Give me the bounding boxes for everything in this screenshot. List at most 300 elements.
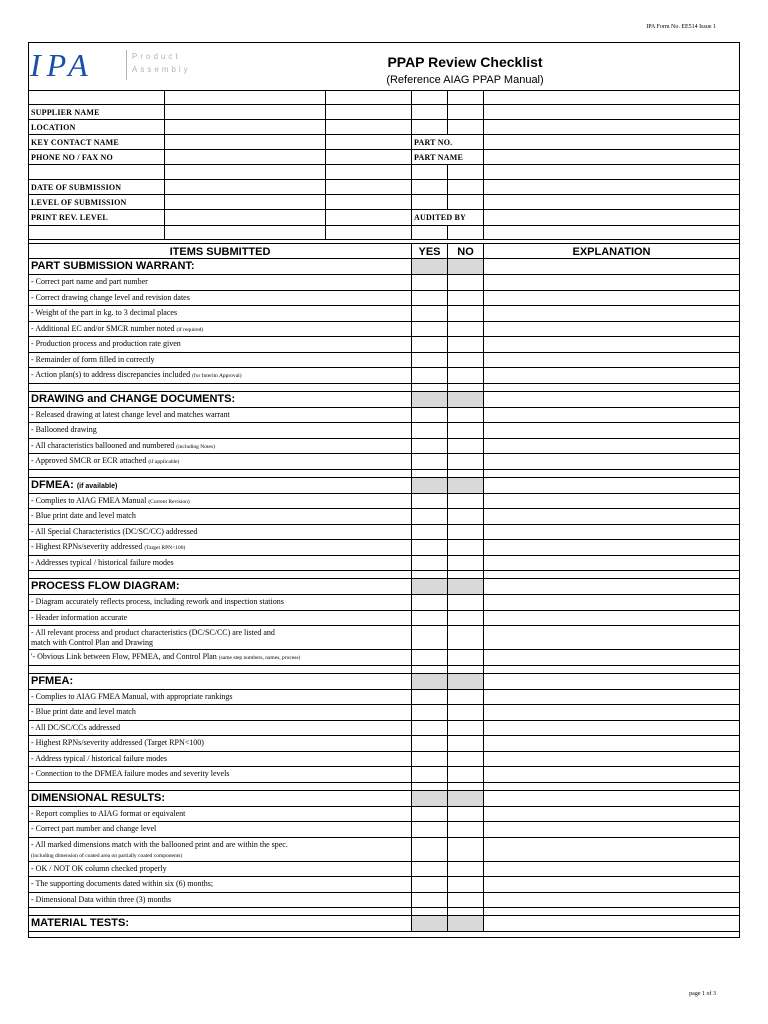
no-checkbox[interactable] [448, 611, 484, 627]
explanation-field[interactable] [484, 767, 740, 783]
item-note: (for Interim Approval) [192, 373, 242, 379]
spacer-cell [448, 571, 484, 579]
part-name-label: PART NAME [412, 150, 484, 165]
spacer-cell [448, 470, 484, 478]
explanation-field[interactable] [484, 807, 740, 823]
checklist-item-text [28, 611, 412, 627]
yes-header-shade [412, 674, 448, 690]
no-checkbox[interactable] [448, 705, 484, 721]
spacer-row [28, 384, 740, 392]
yes-checkbox[interactable] [412, 721, 448, 737]
spacer-row [28, 571, 740, 579]
spacer-cell [448, 908, 484, 916]
no-checkbox[interactable] [448, 807, 484, 823]
no-checkbox[interactable] [448, 509, 484, 525]
checklist-item-text [28, 650, 412, 666]
explanation-field[interactable] [484, 736, 740, 752]
explanation-field[interactable] [484, 439, 740, 455]
checklist-item-text [28, 275, 412, 291]
audited-by-label: AUDITED BY [412, 210, 484, 226]
checklist-item-text [28, 509, 412, 525]
section-title-drawing [28, 392, 412, 408]
checklist-item-text [28, 439, 412, 455]
form-number: IPA Form No. EE514 Issue 1 [646, 24, 716, 30]
checklist-item-text [28, 721, 412, 737]
no-checkbox[interactable] [448, 721, 484, 737]
yes-checkbox[interactable] [412, 838, 448, 862]
spacer-cell [412, 908, 448, 916]
yes-checkbox[interactable] [412, 822, 448, 838]
yes-checkbox[interactable] [412, 291, 448, 307]
yes-checkbox[interactable] [412, 611, 448, 627]
section-row-psw [28, 259, 740, 275]
item-label: - Released drawing at latest change level and matches warrant [31, 409, 230, 419]
explanation-field[interactable] [484, 291, 740, 307]
supplier-name-label: SUPPLIER NAME [28, 105, 165, 120]
explanation-field[interactable] [484, 690, 740, 706]
spacer-cell [412, 470, 448, 478]
yes-header-shade [412, 392, 448, 408]
checklist-row [28, 650, 740, 666]
item-label: - Approved SMCR or ECR attached [31, 456, 147, 465]
checklist-row [28, 893, 740, 909]
item-label: - Correct drawing change level and revision dates [31, 292, 190, 302]
explanation-field[interactable] [484, 368, 740, 384]
item-label: - Complies to AIAG FMEA Manual [31, 495, 147, 505]
checklist-item-text [28, 736, 412, 752]
item-label: - Remainder of form filled in correctly [31, 354, 155, 364]
explanation-field[interactable] [484, 822, 740, 838]
column-header-yes: YES [412, 244, 448, 259]
spacer-cell [412, 384, 448, 392]
part-no-field[interactable] [484, 135, 740, 150]
no-header-shade [448, 674, 484, 690]
checklist-row [28, 611, 740, 627]
no-header-shade [448, 916, 484, 932]
yes-checkbox[interactable] [412, 807, 448, 823]
explanation-field[interactable] [484, 721, 740, 737]
page-subtitle: (Reference AIAG PPAP Manual) [386, 74, 544, 86]
page-title: PPAP Review Checklist [387, 54, 543, 70]
item-note: (Target RPN<100) [144, 545, 186, 551]
spacer-row [28, 666, 740, 674]
phone-fax-field[interactable] [165, 150, 326, 165]
spacer-cell [28, 470, 412, 478]
spacer-cell [412, 571, 448, 579]
column-header-items: ITEMS SUBMITTED [28, 244, 412, 259]
section-title-dfmea [28, 478, 412, 494]
logo-subtitle: Product Assembly [132, 52, 191, 74]
no-checkbox[interactable] [448, 752, 484, 768]
explanation-field[interactable] [484, 494, 740, 510]
location-field[interactable] [165, 120, 326, 135]
section-title-text: DFMEA: [31, 478, 74, 491]
explanation-cell [484, 791, 740, 807]
checklist-row [28, 353, 740, 369]
item-label: - All marked dimensions match with the ballooned print and are within the spec. [31, 839, 288, 849]
key-contact-field[interactable] [165, 135, 326, 150]
column-header-no: NO [448, 244, 484, 259]
item-label: - Address typical / historical failure modes [31, 753, 167, 763]
no-checkbox[interactable] [448, 353, 484, 369]
logo-divider [126, 50, 127, 80]
no-checkbox[interactable] [448, 838, 484, 862]
checklist-item-text [28, 877, 412, 893]
item-label: - All Special Characteristics (DC/SC/CC) addressed [31, 526, 198, 536]
item-label: - Highest RPNs/severity addressed [31, 542, 143, 551]
checklist-row [28, 690, 740, 706]
checklist-item-text [28, 838, 412, 862]
print-rev-field[interactable] [165, 210, 326, 226]
no-checkbox[interactable] [448, 291, 484, 307]
supplier-info-table [28, 90, 740, 240]
checklist-row [28, 509, 740, 525]
spacer-cell [484, 384, 740, 392]
explanation-field[interactable] [484, 556, 740, 572]
no-checkbox[interactable] [448, 690, 484, 706]
spacer-cell [484, 666, 740, 674]
item-label: - Additional EC and/or SMCR number noted [31, 323, 175, 333]
item-label-continued: match with Control Plan and Drawing [31, 638, 153, 647]
column-header-explanation: EXPLANATION [484, 244, 740, 259]
checklist-item-text [28, 291, 412, 307]
no-header-shade [448, 259, 484, 275]
item-label: - Blue print date and level match [31, 707, 136, 716]
section-row-dfmea [28, 478, 740, 494]
logo-letters: IPA [30, 47, 94, 83]
checklist-row [28, 337, 740, 353]
explanation-field[interactable] [484, 423, 740, 439]
spacer-cell [484, 571, 740, 579]
phone-fax-label: PHONE NO / FAX NO [28, 150, 165, 165]
checklist-row [28, 752, 740, 768]
section-title-note: (if available) [76, 482, 118, 490]
checklist-item-text [28, 306, 412, 322]
explanation-cell [484, 579, 740, 595]
no-checkbox[interactable] [448, 275, 484, 291]
checklist-item-text [28, 353, 412, 369]
yes-checkbox[interactable] [412, 877, 448, 893]
audited-by-field[interactable] [484, 210, 740, 226]
spacer-cell [412, 783, 448, 791]
section-title-flow [28, 579, 412, 595]
checklist-item-text [28, 893, 412, 909]
explanation-field[interactable] [484, 509, 740, 525]
section-row-pfmea [28, 674, 740, 690]
explanation-field[interactable] [484, 322, 740, 338]
section-title-psw [28, 259, 412, 275]
item-label: - Highest RPNs/severity addressed (Target RPN<100) [31, 738, 204, 747]
spacer-cell [412, 666, 448, 674]
item-label: - Report complies to AIAG format or equivalent [31, 808, 186, 818]
item-label: '- Obvious Link between Flow, PFMEA, and Control Plan [31, 652, 217, 661]
yes-checkbox[interactable] [412, 353, 448, 369]
checklist-row [28, 877, 740, 893]
no-checkbox[interactable] [448, 650, 484, 666]
checklist-item-text [28, 705, 412, 721]
spacer-cell [484, 470, 740, 478]
item-label: - Blue print date and level match [31, 511, 136, 520]
spacer-cell [484, 908, 740, 916]
explanation-field[interactable] [484, 650, 740, 666]
checklist-item-text [28, 822, 412, 838]
no-header-shade [448, 478, 484, 494]
no-checkbox[interactable] [448, 337, 484, 353]
checklist-row [28, 595, 740, 611]
explanation-field[interactable] [484, 337, 740, 353]
checklist-item-text [28, 525, 412, 541]
no-checkbox[interactable] [448, 822, 484, 838]
yes-checkbox[interactable] [412, 893, 448, 909]
spacer-cell [484, 783, 740, 791]
checklist-row [28, 626, 740, 650]
spacer-cell [448, 384, 484, 392]
yes-checkbox[interactable] [412, 368, 448, 384]
checklist-row [28, 306, 740, 322]
spacer-row [28, 908, 740, 916]
checklist-item-text [28, 408, 412, 424]
yes-checkbox[interactable] [412, 862, 448, 878]
no-checkbox[interactable] [448, 368, 484, 384]
yes-header-shade [412, 791, 448, 807]
no-checkbox[interactable] [448, 626, 484, 650]
no-checkbox[interactable] [448, 423, 484, 439]
section-title-text: PART SUBMISSION WARRANT: [31, 260, 195, 272]
yes-header-shade [412, 916, 448, 932]
checklist-row [28, 291, 740, 307]
checklist-row [28, 423, 740, 439]
checklist-item-text [28, 690, 412, 706]
checklist-row [28, 439, 740, 455]
item-label: - Dimensional Data within three (3) months [31, 894, 171, 904]
item-label: - Header information accurate [31, 612, 128, 622]
no-checkbox[interactable] [448, 736, 484, 752]
checklist-item-text [28, 556, 412, 572]
checklist-item-text [28, 494, 412, 510]
checklist-row [28, 275, 740, 291]
spacer-row [28, 470, 740, 478]
item-note: (Current Revision) [148, 498, 190, 505]
key-contact-label: KEY CONTACT NAME [28, 135, 165, 150]
checklist-row [28, 322, 740, 338]
section-title-text: PROCESS FLOW DIAGRAM: [31, 580, 180, 592]
spacer-cell [448, 783, 484, 791]
section-title-text: MATERIAL TESTS: [31, 917, 129, 929]
item-note: (if required) [176, 326, 204, 333]
yes-checkbox[interactable] [412, 337, 448, 353]
no-checkbox[interactable] [448, 439, 484, 455]
checklist-row [28, 408, 740, 424]
yes-checkbox[interactable] [412, 767, 448, 783]
explanation-field[interactable] [484, 752, 740, 768]
checklist-row [28, 705, 740, 721]
level-submission-label: LEVEL OF SUBMISSION [28, 195, 165, 210]
part-no-label: PART NO. [412, 135, 484, 150]
section-title-text: DRAWING and CHANGE DOCUMENTS: [31, 392, 236, 405]
date-submission-label: DATE OF SUBMISSION [28, 180, 165, 195]
yes-checkbox[interactable] [412, 752, 448, 768]
no-checkbox[interactable] [448, 525, 484, 541]
item-label: - All relevant process and product characteristics (DC/SC/CC) are listed and [31, 628, 275, 637]
explanation-field[interactable] [484, 275, 740, 291]
section-row-dimensional [28, 791, 740, 807]
checklist-item-text [28, 322, 412, 338]
item-note: (if applicable) [148, 459, 180, 465]
yes-checkbox[interactable] [412, 494, 448, 510]
yes-checkbox[interactable] [412, 736, 448, 752]
spacer-cell [28, 666, 412, 674]
explanation-field[interactable] [484, 626, 740, 650]
checklist-item-text [28, 595, 412, 611]
level-submission-field[interactable] [165, 195, 326, 210]
explanation-field[interactable] [484, 893, 740, 909]
spacer-cell [448, 666, 484, 674]
checklist-row [28, 525, 740, 541]
yes-header-shade [412, 259, 448, 275]
yes-checkbox[interactable] [412, 626, 448, 650]
checklist-row [28, 494, 740, 510]
yes-checkbox[interactable] [412, 306, 448, 322]
item-label: - Addresses typical / historical failure modes [31, 557, 174, 567]
item-label: - OK / NOT OK column checked properly [31, 863, 167, 873]
section-title-material [28, 916, 412, 932]
item-label: - Connection to the DFMEA failure modes and severity levels [31, 769, 230, 778]
checklist-row [28, 721, 740, 737]
explanation-cell [484, 674, 740, 690]
explanation-field[interactable] [484, 540, 740, 556]
explanation-cell [484, 916, 740, 932]
checklist-row [28, 556, 740, 572]
explanation-field[interactable] [484, 705, 740, 721]
explanation-cell [484, 259, 740, 275]
yes-checkbox[interactable] [412, 408, 448, 424]
supplier-name-field[interactable] [165, 105, 326, 120]
checklist-item-text [28, 368, 412, 384]
item-label: - All characteristics ballooned and numbered [31, 440, 175, 450]
item-label-continued: (including dimension of coated area on partially coated components) [31, 852, 183, 859]
explanation-field[interactable] [484, 838, 740, 862]
explanation-field[interactable] [484, 306, 740, 322]
yes-checkbox[interactable] [412, 525, 448, 541]
yes-header-shade [412, 478, 448, 494]
yes-header-shade [412, 579, 448, 595]
checklist-item-text [28, 626, 412, 650]
yes-checkbox[interactable] [412, 423, 448, 439]
explanation-field[interactable] [484, 525, 740, 541]
spacer-row [28, 783, 740, 791]
no-checkbox[interactable] [448, 494, 484, 510]
checklist-row [28, 736, 740, 752]
yes-checkbox[interactable] [412, 275, 448, 291]
checklist-item-text [28, 337, 412, 353]
section-title-pfmea [28, 674, 412, 690]
section-row-material [28, 916, 740, 932]
item-label: - Correct part number and change level [31, 824, 157, 833]
section-title-dimensional [28, 791, 412, 807]
item-note: (same step numbers, names, process) [218, 655, 301, 661]
checklist-row [28, 807, 740, 823]
no-checkbox[interactable] [448, 408, 484, 424]
no-header-shade [448, 791, 484, 807]
explanation-field[interactable] [484, 408, 740, 424]
item-label: - All DC/SC/CCs addressed [31, 722, 121, 732]
item-label: - Production process and production rate given [31, 339, 181, 348]
item-label: - Weight of the part in kg. to 3 decimal places [31, 308, 178, 317]
yes-checkbox[interactable] [412, 509, 448, 525]
explanation-field[interactable] [484, 353, 740, 369]
checklist-item-text [28, 454, 412, 470]
section-row-flow [28, 579, 740, 595]
explanation-cell [484, 478, 740, 494]
yes-checkbox[interactable] [412, 705, 448, 721]
print-rev-label: PRINT REV. LEVEL [28, 210, 165, 226]
no-header-shade [448, 392, 484, 408]
part-name-field[interactable] [484, 150, 740, 165]
yes-checkbox[interactable] [412, 690, 448, 706]
yes-checkbox[interactable] [412, 556, 448, 572]
spacer-cell [28, 783, 412, 791]
no-checkbox[interactable] [448, 454, 484, 470]
item-label: - Complies to AIAG FMEA Manual, with appropriate rankings [31, 691, 233, 701]
checklist-item-text [28, 862, 412, 878]
checklist-item-text [28, 807, 412, 823]
no-checkbox[interactable] [448, 556, 484, 572]
no-checkbox[interactable] [448, 540, 484, 556]
explanation-field[interactable] [484, 611, 740, 627]
checklist-item-text [28, 423, 412, 439]
yes-checkbox[interactable] [412, 322, 448, 338]
checklist-item-text [28, 540, 412, 556]
no-checkbox[interactable] [448, 862, 484, 878]
section-title-text: DIMENSIONAL RESULTS: [31, 791, 166, 804]
yes-checkbox[interactable] [412, 540, 448, 556]
item-label: - The supporting documents dated within six (6) months; [31, 879, 214, 888]
checklist-item-text [28, 752, 412, 768]
explanation-field[interactable] [484, 877, 740, 893]
yes-checkbox[interactable] [412, 595, 448, 611]
checklist-row [28, 540, 740, 556]
item-label: - Diagram accurately reflects process, including rework and inspection stations [31, 597, 284, 606]
no-checkbox[interactable] [448, 322, 484, 338]
item-label: - Action plan(s) to address discrepancies included [31, 370, 191, 379]
explanation-field[interactable] [484, 595, 740, 611]
explanation-field[interactable] [484, 454, 740, 470]
checklist-row [28, 454, 740, 470]
no-checkbox[interactable] [448, 893, 484, 909]
yes-checkbox[interactable] [412, 454, 448, 470]
company-logo [30, 46, 190, 88]
explanation-field[interactable] [484, 862, 740, 878]
checklist-table [28, 243, 740, 932]
no-checkbox[interactable] [448, 306, 484, 322]
no-checkbox[interactable] [448, 877, 484, 893]
checklist-row [28, 368, 740, 384]
yes-checkbox[interactable] [412, 650, 448, 666]
checklist-row [28, 838, 740, 862]
no-checkbox[interactable] [448, 767, 484, 783]
item-note: (including Notes) [176, 443, 215, 450]
date-submission-field[interactable] [165, 180, 326, 195]
item-label: - Correct part name and part number [31, 277, 148, 286]
spacer-cell [28, 571, 412, 579]
yes-checkbox[interactable] [412, 439, 448, 455]
no-header-shade [448, 579, 484, 595]
page-number: page 1 of 3 [689, 991, 716, 997]
checklist-item-text [28, 767, 412, 783]
no-checkbox[interactable] [448, 595, 484, 611]
section-title-text: PFMEA: [31, 674, 74, 687]
explanation-cell [484, 392, 740, 408]
